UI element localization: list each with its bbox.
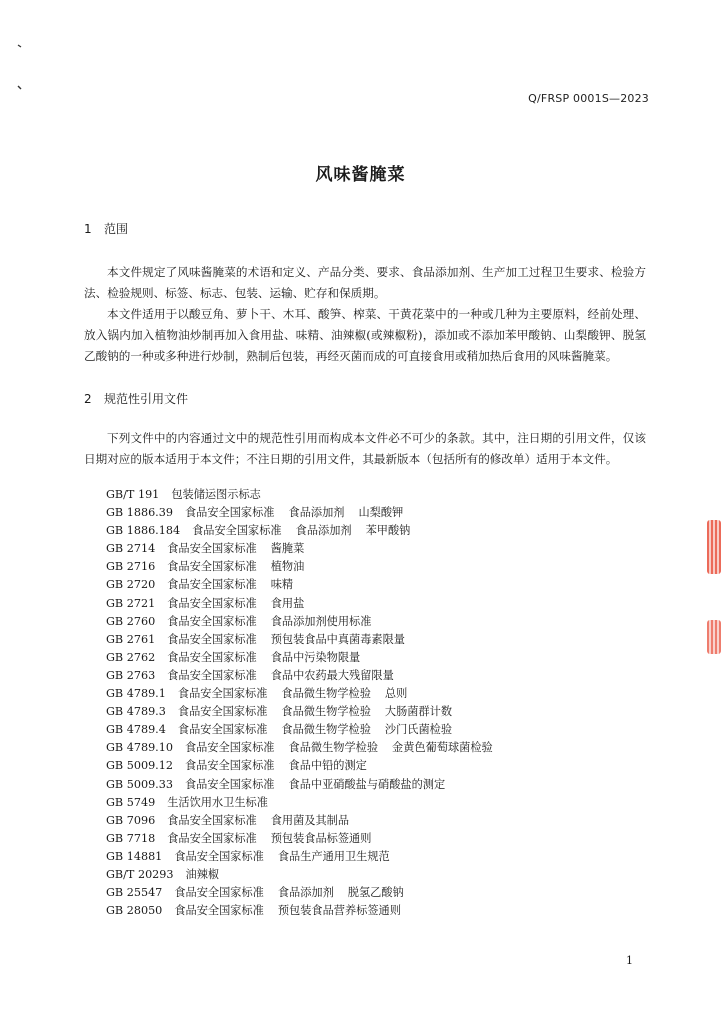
reference-item: [106, 794, 507, 812]
reference-item: [106, 776, 507, 794]
page-title: 风味酱腌菜: [315, 165, 406, 185]
reference-item: [106, 848, 507, 866]
reference-item: [106, 884, 507, 902]
reference-title-part: 生活饮用水卫生标准: [167, 795, 268, 809]
reference-title-part: 预包装食品标签通则: [270, 831, 372, 845]
section-1-heading: [84, 220, 128, 237]
reference-item: [106, 595, 507, 613]
reference-item: [106, 631, 507, 649]
reference-title-part: 味精: [270, 578, 294, 592]
reference-title-part: 食品安全国家标准: [167, 542, 257, 556]
reference-title-part: 食品安全国家标准: [184, 759, 275, 773]
reference-title-part: 食品安全国家标准: [184, 741, 275, 755]
reference-title-part: 食品添加剂: [295, 524, 352, 538]
reference-item: [106, 721, 507, 739]
document-number: Q/FRSP 0001S—2023: [528, 92, 649, 105]
reference-title-part: 食品中铅的测定: [288, 759, 367, 773]
reference-code: GB/T 20293: [106, 867, 174, 881]
reference-code: GB 4789.4: [106, 723, 166, 737]
reference-title-part: 食品安全国家标准: [167, 831, 257, 845]
reference-code: GB 7718: [106, 831, 156, 845]
reference-title-part: 食品安全国家标准: [174, 886, 264, 900]
reference-title-part: 食品中农药最大残留限量: [270, 668, 394, 682]
reference-item: [106, 504, 507, 522]
reference-title-part: 食品安全国家标准: [167, 632, 257, 646]
reference-item: [106, 576, 507, 594]
reference-code: GB 2714: [106, 542, 156, 556]
section-2-heading: [84, 390, 188, 407]
reference-title-part: 食品安全国家标准: [192, 524, 282, 538]
reference-title-part: 食品安全国家标准: [167, 650, 257, 664]
reference-item: [106, 486, 507, 504]
reference-title-part: 山梨酸钾: [358, 506, 404, 520]
reference-code: GB 5009.12: [106, 759, 173, 773]
reference-code: GB 2716: [106, 560, 156, 574]
page-number: 1: [626, 954, 633, 967]
reference-item: [106, 902, 507, 920]
reference-title-part: 总则: [384, 687, 408, 701]
reference-title-part: 预包装食品营养标签通则: [277, 904, 401, 918]
reference-code: GB 5009.33: [106, 777, 173, 791]
reference-item: [106, 703, 507, 721]
reference-item: [106, 613, 507, 631]
reference-code: GB 4789.3: [106, 705, 166, 719]
reference-code: GB 1886.184: [106, 524, 181, 538]
reference-title-part: 脱氢乙酸钠: [347, 886, 404, 900]
reference-title-part: 食品安全国家标准: [167, 668, 257, 682]
reference-title-part: 预包装食品中真菌毒素限量: [270, 632, 405, 646]
reference-title-part: 包装储运图示标志: [171, 488, 261, 501]
reference-code: GB 14881: [106, 849, 163, 863]
scan-speck-icon: [16, 42, 24, 92]
reference-code: GB 2763: [106, 668, 156, 682]
scope-paragraph-1: 本文件规定了风味酱腌菜的术语和定义、产品分类、要求、食品添加剂、生产加工过程卫生要求、检验方法、检验规则、标签、标志、包装、运输、贮存和保质期。: [84, 265, 646, 300]
reference-title-part: 食品中污染物限量: [270, 650, 361, 664]
reference-title-part: 苯甲酸钠: [365, 524, 411, 538]
reference-title-part: 食品生产通用卫生规范: [277, 849, 390, 863]
scope-paragraph-2: 本文件适用于以酸豆角、萝卜干、木耳、酸笋、榨菜、干黄花菜中的一种或几种为主要原料，经前处理、放入锅内加入植物油炒制再加入食用盐、味精、油辣椒(或辣椒粉)，添加或不添加苯甲酸钠、山梨酸钾、脱氢乙酸钠的一种或多种进行炒制，熟制后包装，再经灭菌而成的可直接食用或稍加热后食用的风味酱腌菜。: [84, 307, 646, 363]
reference-title-part: 食品安全国家标准: [174, 904, 264, 918]
seal-stamp-fragment: [707, 620, 721, 654]
reference-item: [106, 866, 507, 884]
reference-title-part: 植物油: [270, 560, 305, 574]
reference-title-part: 食品安全国家标准: [184, 777, 275, 791]
reference-title-part: 食品微生物学检验: [281, 705, 371, 719]
reference-list: [106, 486, 507, 920]
reference-code: GB 2760: [106, 614, 156, 628]
reference-title-part: 食品安全国家标准: [177, 705, 268, 719]
reference-title-part: 油辣椒: [185, 867, 220, 881]
reference-item: [106, 757, 507, 775]
reference-title-part: 食品微生物学检验: [288, 741, 379, 755]
reference-item: [106, 830, 507, 848]
section-1-title: 范围: [104, 222, 129, 236]
reference-code: GB 2761: [106, 632, 156, 646]
section-2-number: 2: [84, 392, 92, 406]
reference-code: GB 2720: [106, 578, 156, 592]
reference-title-part: 酱腌菜: [270, 542, 305, 556]
reference-code: GB/T 191: [106, 488, 160, 501]
reference-code: GB 5749: [106, 795, 156, 809]
reference-title-part: 大肠菌群计数: [384, 705, 453, 719]
reference-code: GB 4789.1: [106, 687, 166, 701]
reference-title-part: 食用盐: [270, 596, 305, 610]
reference-title-part: 食品安全国家标准: [174, 849, 264, 863]
reference-title-part: 食品添加剂: [288, 506, 345, 520]
reference-code: GB 25547: [106, 886, 163, 900]
reference-title-part: 食品安全国家标准: [184, 506, 275, 520]
reference-title-part: 食品安全国家标准: [167, 578, 257, 592]
reference-item: [106, 812, 507, 830]
reference-title-part: 食品安全国家标准: [177, 723, 268, 737]
reference-item: [106, 540, 507, 558]
reference-title-part: 食品微生物学检验: [281, 723, 371, 737]
reference-item: [106, 649, 507, 667]
reference-title-part: 食用菌及其制品: [270, 813, 350, 827]
reference-title-part: 金黄色葡萄球菌检验: [392, 741, 493, 755]
reference-title-part: 沙门氏菌检验: [384, 723, 453, 737]
reference-item: [106, 739, 507, 757]
reference-title-part: 食品添加剂使用标准: [270, 614, 372, 628]
reference-item: [106, 667, 507, 685]
references-intro: 下列文件中的内容通过文中的规范性引用而构成本文件必不可少的条款。其中，注日期的引用文件，仅该日期对应的版本适用于本文件；不注日期的引用文件，其最新版本（包括所有的修改单）适用于本文件。: [84, 431, 646, 466]
reference-item: [106, 558, 507, 576]
reference-title-part: 食品安全国家标准: [167, 614, 257, 628]
reference-title-part: 食品安全国家标准: [167, 560, 257, 574]
reference-title-part: 食品安全国家标准: [167, 596, 257, 610]
reference-title-part: 食品微生物学检验: [281, 687, 371, 701]
reference-code: GB 7096: [106, 813, 156, 827]
reference-code: GB 2762: [106, 650, 156, 664]
reference-title-part: 食品安全国家标准: [177, 687, 268, 701]
reference-code: GB 4789.10: [106, 741, 173, 755]
reference-title-part: 食品添加剂: [277, 886, 334, 900]
reference-item: [106, 522, 507, 540]
reference-code: GB 28050: [106, 904, 163, 918]
seal-stamp-fragment: [707, 520, 721, 574]
reference-code: GB 1886.39: [106, 506, 173, 520]
reference-title-part: 食品安全国家标准: [167, 813, 257, 827]
reference-item: [106, 685, 507, 703]
section-1-number: 1: [84, 222, 92, 236]
section-2-title: 规范性引用文件: [104, 392, 189, 406]
reference-code: GB 2721: [106, 596, 156, 610]
reference-title-part: 食品中亚硝酸盐与硝酸盐的测定: [288, 777, 446, 791]
